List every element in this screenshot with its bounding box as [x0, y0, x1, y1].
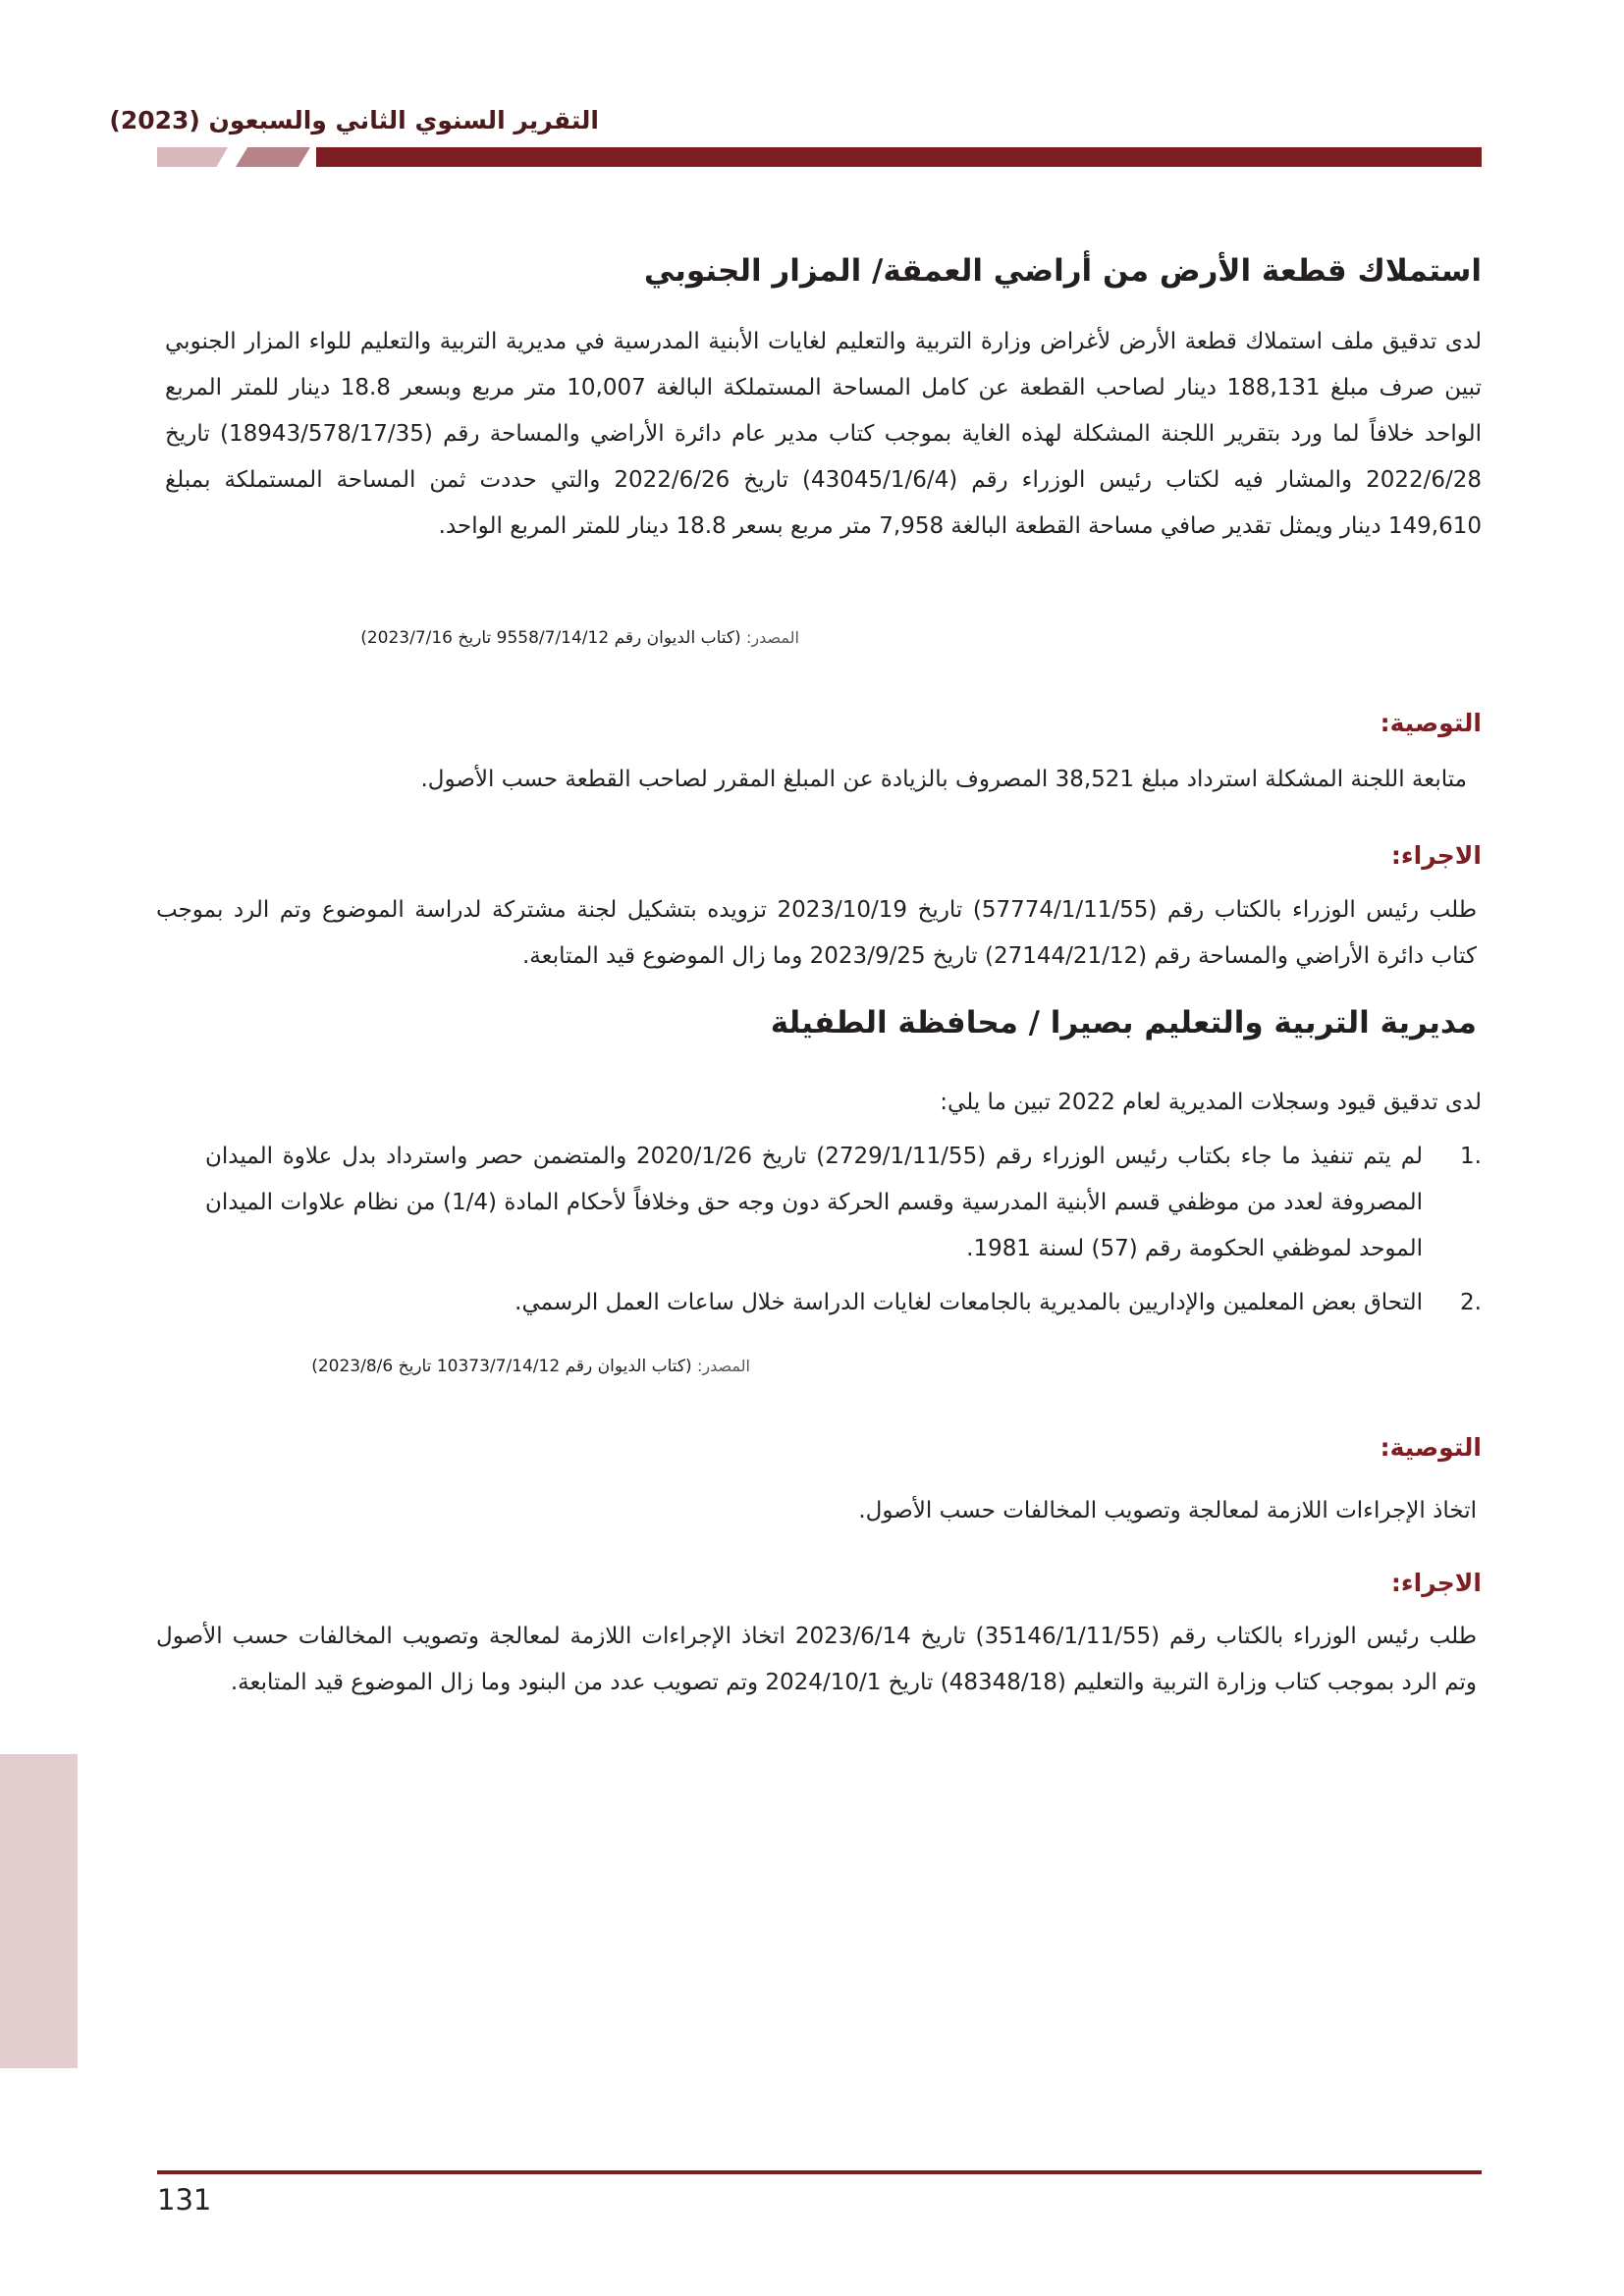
section1-recommendation-heading: التوصية:: [1380, 709, 1482, 737]
list-item-text: التحاق بعض المعلمين والإداريين بالمديرية بالجامعات لغايات الدراسة خلال ساعات العمل الرسمي.: [514, 1290, 1423, 1315]
header-band: [316, 147, 1482, 167]
source-reference: (كتاب الديوان رقم 9558/7/14/12 تاريخ 2023/7/16): [360, 628, 741, 648]
report-title: التقرير السنوي الثاني والسبعون (2023): [109, 106, 599, 134]
list-item: [205, 1134, 1482, 1272]
section1-source: [112, 628, 799, 648]
page-number: 131: [157, 2183, 212, 2216]
header-band-medium: [236, 147, 310, 167]
section2-intro: لدى تدقيق قيود وسجلات المديرية لعام 2022 تبين ما يلي:: [940, 1090, 1482, 1115]
section2-source: [63, 1357, 750, 1376]
footer-rule: [157, 2170, 1482, 2174]
section2-title: مديرية التربية والتعليم بصيرا / محافظة الطفيلة: [770, 1005, 1477, 1041]
list-item-number: 2.: [1460, 1290, 1482, 1315]
list-item: [205, 1280, 1482, 1326]
section2-action-heading: الاجراء:: [1390, 1569, 1482, 1597]
section1-action-heading: الاجراء:: [1390, 841, 1482, 870]
section1-action-text: طلب رئيس الوزراء بالكتاب رقم (57774/1/11/55) تاريخ 2023/10/19 تزويده بتشكيل لجنة مشتركة لدراسة الموضوع وتم الرد بموجب كتاب دائرة الأراضي والمساحة رقم (27144/21/12) تاريخ 2023/9/25 وما زال الموضوع قيد المتابعة.: [156, 897, 1477, 969]
side-tab: [0, 1754, 78, 2068]
section1-title: استملاك قطعة الأرض من أراضي العمقة/ المزار الجنوبي: [643, 253, 1482, 289]
section1-paragraph: لدى تدقيق ملف استملاك قطعة الأرض لأغراض وزارة التربية والتعليم لغايات الأبنية المدرسية في مديرية التربية والتعليم للواء المزار الجنوبي تبين صرف مبلغ 188,131 دينار لصاحب القطعة عن كامل المساحة المستملكة البالغة 10,007 متر مربع وبسعر 18.8 دينار للمتر المربع الواحد خلافاً لما ورد بتقرير اللجنة المشكلة لهذه الغاية بموجب كتاب مدير عام دائرة الأراضي والمساحة رقم (18943/578/17/35) تاريخ 2022/6/28 والمشار فيه لكتاب رئيس الوزراء رقم (43045/1/6/4) تاريخ 2022/6/26 والتي حددت ثمن المساحة المستملكة بمبلغ 149,610 دينار ويمثل تقدير صافي مساحة القطعة البالغة 7,958 متر مربع بسعر 18.8 دينار للمتر المربع الواحد.: [165, 329, 1483, 539]
section2-recommendation-heading: التوصية:: [1380, 1433, 1482, 1462]
section2-recommendation-text: اتخاذ الإجراءات اللازمة لمعالجة وتصويب المخالفات حسب الأصول.: [858, 1498, 1477, 1523]
section1-recommendation-text: متابعة اللجنة المشكلة استرداد مبلغ 38,521 المصروف بالزيادة عن المبلغ المقرر لصاحب القطعة حسب الأصول.: [420, 767, 1467, 792]
list-item-number: 1.: [1460, 1144, 1482, 1169]
list-item-text: لم يتم تنفيذ ما جاء بكتاب رئيس الوزراء رقم (2729/1/11/55) تاريخ 2020/1/26 والمتضمن حصر واسترداد بدل علاوة الميدان المصروفة لعدد من موظفي قسم الأبنية المدرسية وقسم الحركة دون وجه حق وخلافاً لأحكام المادة (1/4) من نظام علاوات الميدان الموحد لموظفي الحكومة رقم (57) لسنة 1981.: [205, 1144, 1424, 1261]
header-band-light: [157, 147, 228, 167]
source-reference: (كتاب الديوان رقم 10373/7/14/12 تاريخ 2023/8/6): [311, 1357, 692, 1376]
source-label: المصدر:: [697, 1357, 750, 1375]
findings-list: [205, 1134, 1482, 1326]
source-label: المصدر:: [746, 628, 799, 647]
section2-action-text: طلب رئيس الوزراء بالكتاب رقم (35146/1/11/55) تاريخ 2023/6/14 اتخاذ الإجراءات اللازمة لمعالجة وتصويب المخالفات حسب الأصول وتم الرد بموجب كتاب وزارة التربية والتعليم (48348/18) تاريخ 2024/10/1 وتم تصويب عدد من البنود وما زال الموضوع قيد المتابعة.: [156, 1624, 1478, 1695]
